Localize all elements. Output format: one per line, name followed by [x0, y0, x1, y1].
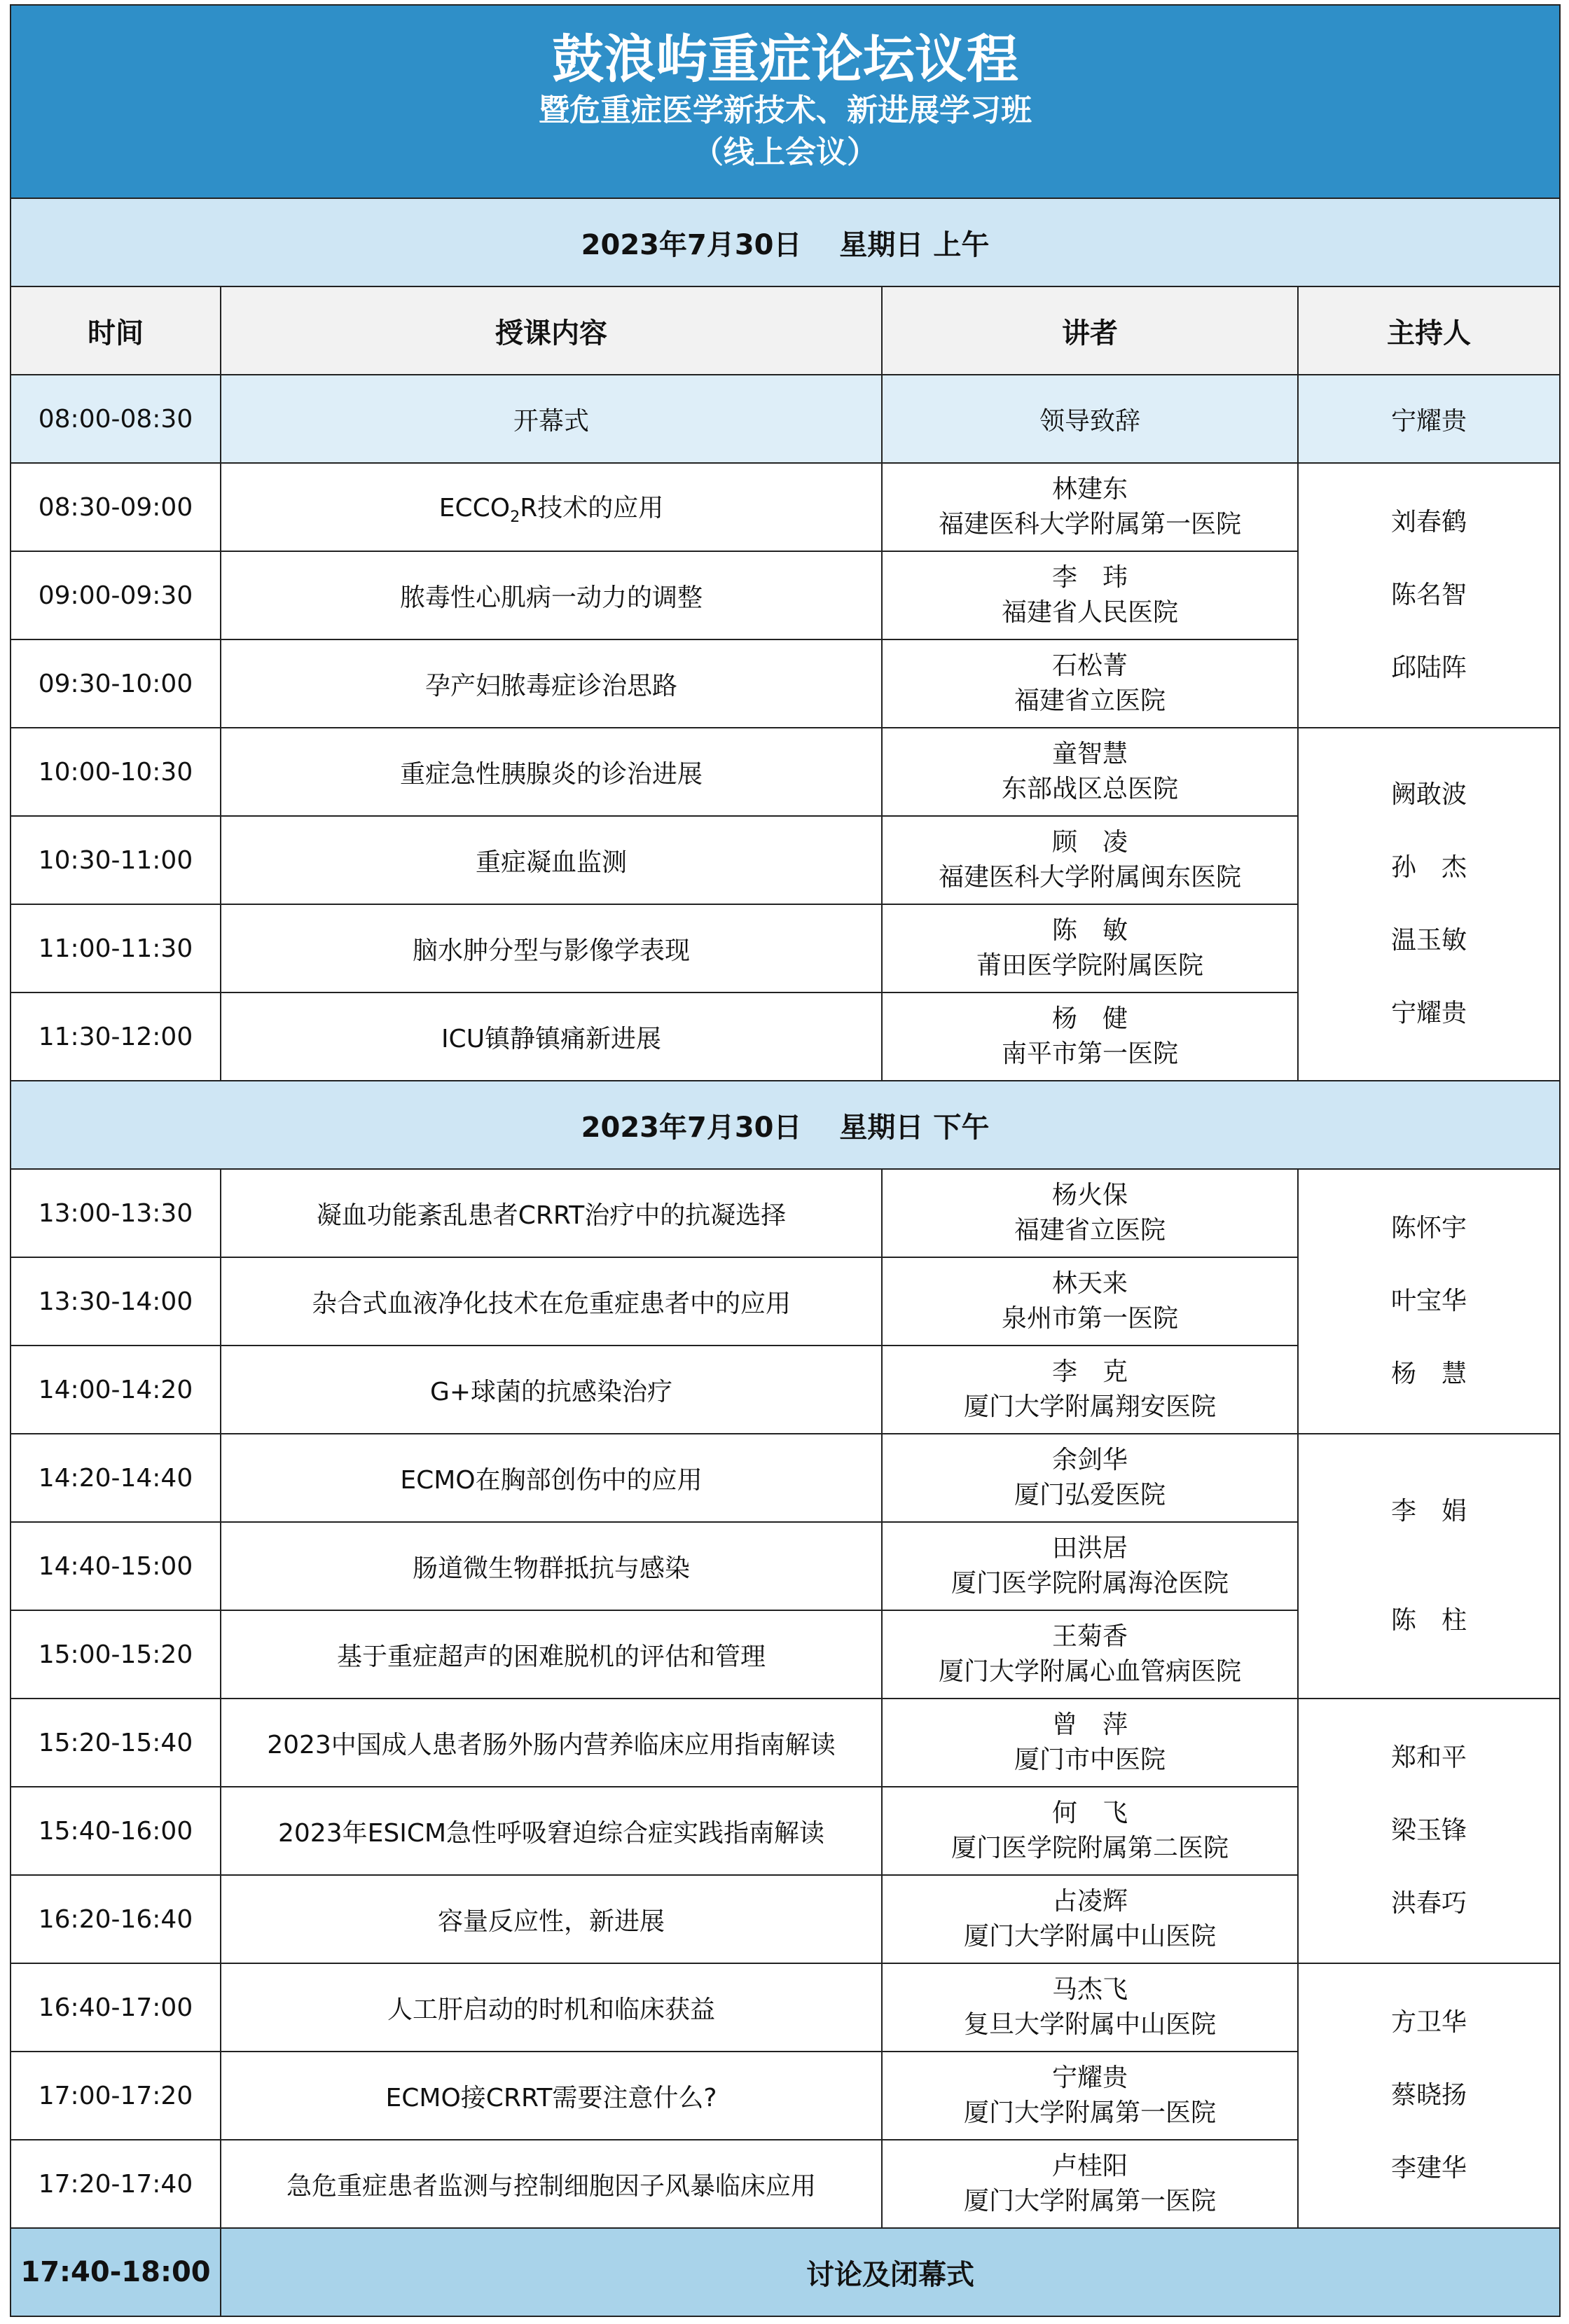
session-row [11, 728, 1560, 816]
speaker-org: 东部战区总医院 [1001, 775, 1178, 803]
host-name: 李建华 [1390, 2154, 1467, 2183]
speaker-cell [882, 639, 1298, 728]
host-group-4 [1298, 1434, 1560, 1699]
host-cell: 宁耀贵 [1298, 375, 1560, 463]
speaker-cell [882, 463, 1298, 551]
speaker-cell [882, 904, 1298, 992]
opening-row [11, 375, 1560, 463]
time-cell: 17:20-17:40 [11, 2140, 221, 2228]
host-group-6 [1298, 1963, 1560, 2228]
host-name: 宁耀贵 [1390, 999, 1467, 1028]
speaker-name: 李 玮 [1051, 562, 1128, 592]
content-cell: ICU镇静镇痛新进展 [221, 992, 882, 1081]
session-row [11, 1699, 1560, 1787]
speaker-name: 余剑华 [1051, 1445, 1128, 1474]
column-header-row [11, 286, 1560, 375]
speaker-org: 福建省立医院 [1014, 1216, 1166, 1245]
speaker-org: 福建省人民医院 [1001, 598, 1178, 627]
speaker-name: 石松菁 [1051, 651, 1128, 680]
host-group-1 [1298, 463, 1560, 728]
content-cell: G+球菌的抗感染治疗 [221, 1346, 882, 1434]
speaker-name: 杨 健 [1051, 1004, 1128, 1033]
host-name: 陈 柱 [1390, 1606, 1467, 1635]
speaker-org: 厦门医学院附属海沧医院 [951, 1569, 1229, 1598]
host-name: 叶宝华 [1390, 1287, 1467, 1315]
speaker-org: 厦门弘爱医院 [1014, 1481, 1166, 1509]
speaker-name: 马杰飞 [1051, 1974, 1128, 2004]
content-cell: 凝血功能紊乱患者CRRT治疗中的抗凝选择 [221, 1169, 882, 1257]
speaker-name: 李 克 [1051, 1357, 1128, 1386]
content-cell: 孕产妇脓毒症诊治思路 [221, 639, 882, 728]
time-cell: 16:20-16:40 [11, 1875, 221, 1963]
host-name: 梁玉锋 [1390, 1816, 1467, 1845]
speaker-org: 福建省立医院 [1014, 686, 1166, 715]
time-cell: 15:40-16:00 [11, 1787, 221, 1875]
content-cell: 重症急性胰腺炎的诊治进展 [221, 728, 882, 816]
speaker-name: 卢桂阳 [1051, 2151, 1128, 2180]
content-cell: ECMO在胸部创伤中的应用 [221, 1434, 882, 1522]
content-cell: 2023年ESICM急性呼吸窘迫综合症实践指南解读 [221, 1787, 882, 1875]
host-name: 阙敢波 [1390, 780, 1467, 809]
host-name: 洪春巧 [1390, 1889, 1467, 1918]
speaker-org: 厦门大学附属翔安医院 [963, 1392, 1216, 1421]
content-cell: 基于重症超声的困难脱机的评估和管理 [221, 1610, 882, 1699]
speaker-cell [882, 816, 1298, 904]
speaker-cell [882, 1434, 1298, 1522]
speaker-name: 何 飞 [1051, 1798, 1128, 1827]
morning-date-row [11, 198, 1560, 286]
host-name: 方卫华 [1390, 2008, 1467, 2037]
time-cell: 13:30-14:00 [11, 1257, 221, 1346]
speaker-org: 莆田医学院附属医院 [976, 951, 1203, 980]
speaker-cell [882, 992, 1298, 1081]
speaker-org: 厦门大学附属心血管病医院 [938, 1657, 1241, 1686]
content-cell: 开幕式 [221, 375, 882, 463]
speaker-name: 王菊香 [1051, 1621, 1128, 1651]
header-row [11, 5, 1560, 198]
speaker-name: 田洪居 [1051, 1533, 1128, 1563]
speaker-name: 林建东 [1051, 474, 1128, 504]
session-row [11, 1169, 1560, 1257]
time-cell: 08:00-08:30 [11, 375, 221, 463]
speaker-name: 占凌辉 [1051, 1886, 1128, 1916]
header-banner [11, 5, 1560, 198]
content-cell: 人工肝启动的时机和临床获益 [221, 1963, 882, 2052]
afternoon-date-label: 2023年7月30日 星期日 下午 [11, 1081, 1560, 1169]
time-cell: 17:00-17:20 [11, 2052, 221, 2140]
col-host-header: 主持人 [1298, 286, 1560, 375]
host-name: 刘春鹤 [1390, 508, 1467, 537]
time-cell: 14:40-15:00 [11, 1522, 221, 1610]
time-cell: 11:30-12:00 [11, 992, 221, 1081]
speaker-org: 厦门大学附属中山医院 [963, 1922, 1216, 1951]
time-cell: 11:00-11:30 [11, 904, 221, 992]
speaker-name: 宁耀贵 [1051, 2063, 1128, 2092]
time-cell: 09:30-10:00 [11, 639, 221, 728]
host-name: 郑和平 [1390, 1743, 1467, 1772]
morning-date-label: 2023年7月30日 星期日 上午 [11, 198, 1560, 286]
speaker-name: 顾 凌 [1051, 827, 1128, 857]
content-text: ECCO [438, 494, 511, 523]
time-cell: 10:00-10:30 [11, 728, 221, 816]
session-row [11, 1434, 1560, 1522]
content-cell: 杂合式血液净化技术在危重症患者中的应用 [221, 1257, 882, 1346]
time-cell: 15:20-15:40 [11, 1699, 221, 1787]
speaker-org: 厦门医学院附属第二医院 [951, 1834, 1229, 1862]
speaker-cell [882, 2052, 1298, 2140]
subscript-text: 2 [510, 507, 520, 526]
content-cell: 重症凝血监测 [221, 816, 882, 904]
afternoon-date-row [11, 1081, 1560, 1169]
speaker-org: 厦门大学附属第一医院 [963, 2098, 1216, 2127]
speaker-cell [882, 1699, 1298, 1787]
speaker-cell [882, 551, 1298, 639]
host-group-3 [1298, 1169, 1560, 1434]
speaker-name: 陈 敏 [1051, 915, 1128, 945]
content-cell: 容量反应性，新进展 [221, 1875, 882, 1963]
time-cell: 13:00-13:30 [11, 1169, 221, 1257]
time-cell: 17:40-18:00 [11, 2228, 221, 2316]
time-cell: 15:00-15:20 [11, 1610, 221, 1699]
speaker-cell [882, 2140, 1298, 2228]
speaker-org: 厦门大学附属第一医院 [963, 2187, 1216, 2215]
time-cell: 14:00-14:20 [11, 1346, 221, 1434]
speaker-name: 曾 萍 [1051, 1710, 1128, 1739]
speaker-org: 泉州市第一医院 [1001, 1304, 1178, 1333]
speaker-org: 福建医科大学附属闽东医院 [938, 863, 1241, 892]
host-group-2 [1298, 728, 1560, 1081]
content-cell: 肠道微生物群抵抗与感染 [221, 1522, 882, 1610]
host-name: 蔡晓扬 [1390, 2081, 1467, 2110]
closing-content-cell: 讨论及闭幕式 [221, 2228, 1560, 2316]
time-cell: 16:40-17:00 [11, 1963, 221, 2052]
content-cell: 急危重症患者监测与控制细胞因子风暴临床应用 [221, 2140, 882, 2228]
host-name: 邱陆阵 [1390, 653, 1467, 682]
speaker-name: 童智慧 [1051, 739, 1128, 768]
host-name: 杨 慧 [1390, 1360, 1467, 1388]
page-subtitle: 暨危重症医学新技术、新进展学习班 [539, 92, 1032, 129]
page-title: 鼓浪屿重症论坛议程 [552, 29, 1018, 90]
time-cell: 10:30-11:00 [11, 816, 221, 904]
session-row [11, 1963, 1560, 2052]
speaker-cell [882, 1963, 1298, 2052]
col-time-header: 时间 [11, 286, 221, 375]
host-name: 李 娟 [1390, 1497, 1467, 1526]
speaker-org: 复旦大学附属中山医院 [963, 2010, 1216, 2039]
col-content-header: 授课内容 [221, 286, 882, 375]
host-group-5 [1298, 1699, 1560, 1963]
closing-row [11, 2228, 1560, 2316]
time-cell: 09:00-09:30 [11, 551, 221, 639]
content-cell: 2023中国成人患者肠外肠内营养临床应用指南解读 [221, 1699, 882, 1787]
speaker-org: 南平市第一医院 [1001, 1039, 1178, 1068]
speaker-cell [882, 1522, 1298, 1610]
speaker-org: 厦门市中医院 [1014, 1745, 1166, 1774]
speaker-name: 杨火保 [1051, 1180, 1128, 1210]
time-cell: 14:20-14:40 [11, 1434, 221, 1522]
content-cell: 脓毒性心肌病一动力的调整 [221, 551, 882, 639]
time-cell: 08:30-09:00 [11, 463, 221, 551]
meeting-note: （线上会议） [693, 134, 878, 170]
content-cell: ECMO接CRRT需要注意什么? [221, 2052, 882, 2140]
speaker-cell [882, 1169, 1298, 1257]
host-name: 陈名智 [1390, 581, 1467, 609]
speaker-cell: 领导致辞 [882, 375, 1298, 463]
speaker-name: 林天来 [1051, 1268, 1128, 1298]
col-speaker-header: 讲者 [882, 286, 1298, 375]
session-row [11, 463, 1560, 551]
host-name: 陈怀宇 [1390, 1214, 1467, 1243]
speaker-cell [882, 728, 1298, 816]
agenda-table [10, 4, 1561, 2317]
host-name: 孙 杰 [1390, 853, 1467, 882]
content-cell: 脑水肿分型与影像学表现 [221, 904, 882, 992]
speaker-cell [882, 1257, 1298, 1346]
speaker-cell [882, 1875, 1298, 1963]
speaker-cell [882, 1787, 1298, 1875]
content-text: R技术的应用 [520, 494, 664, 523]
host-name: 温玉敏 [1390, 926, 1467, 955]
speaker-cell [882, 1610, 1298, 1699]
content-cell [221, 463, 882, 551]
speaker-cell [882, 1346, 1298, 1434]
speaker-org: 福建医科大学附属第一医院 [938, 510, 1241, 539]
